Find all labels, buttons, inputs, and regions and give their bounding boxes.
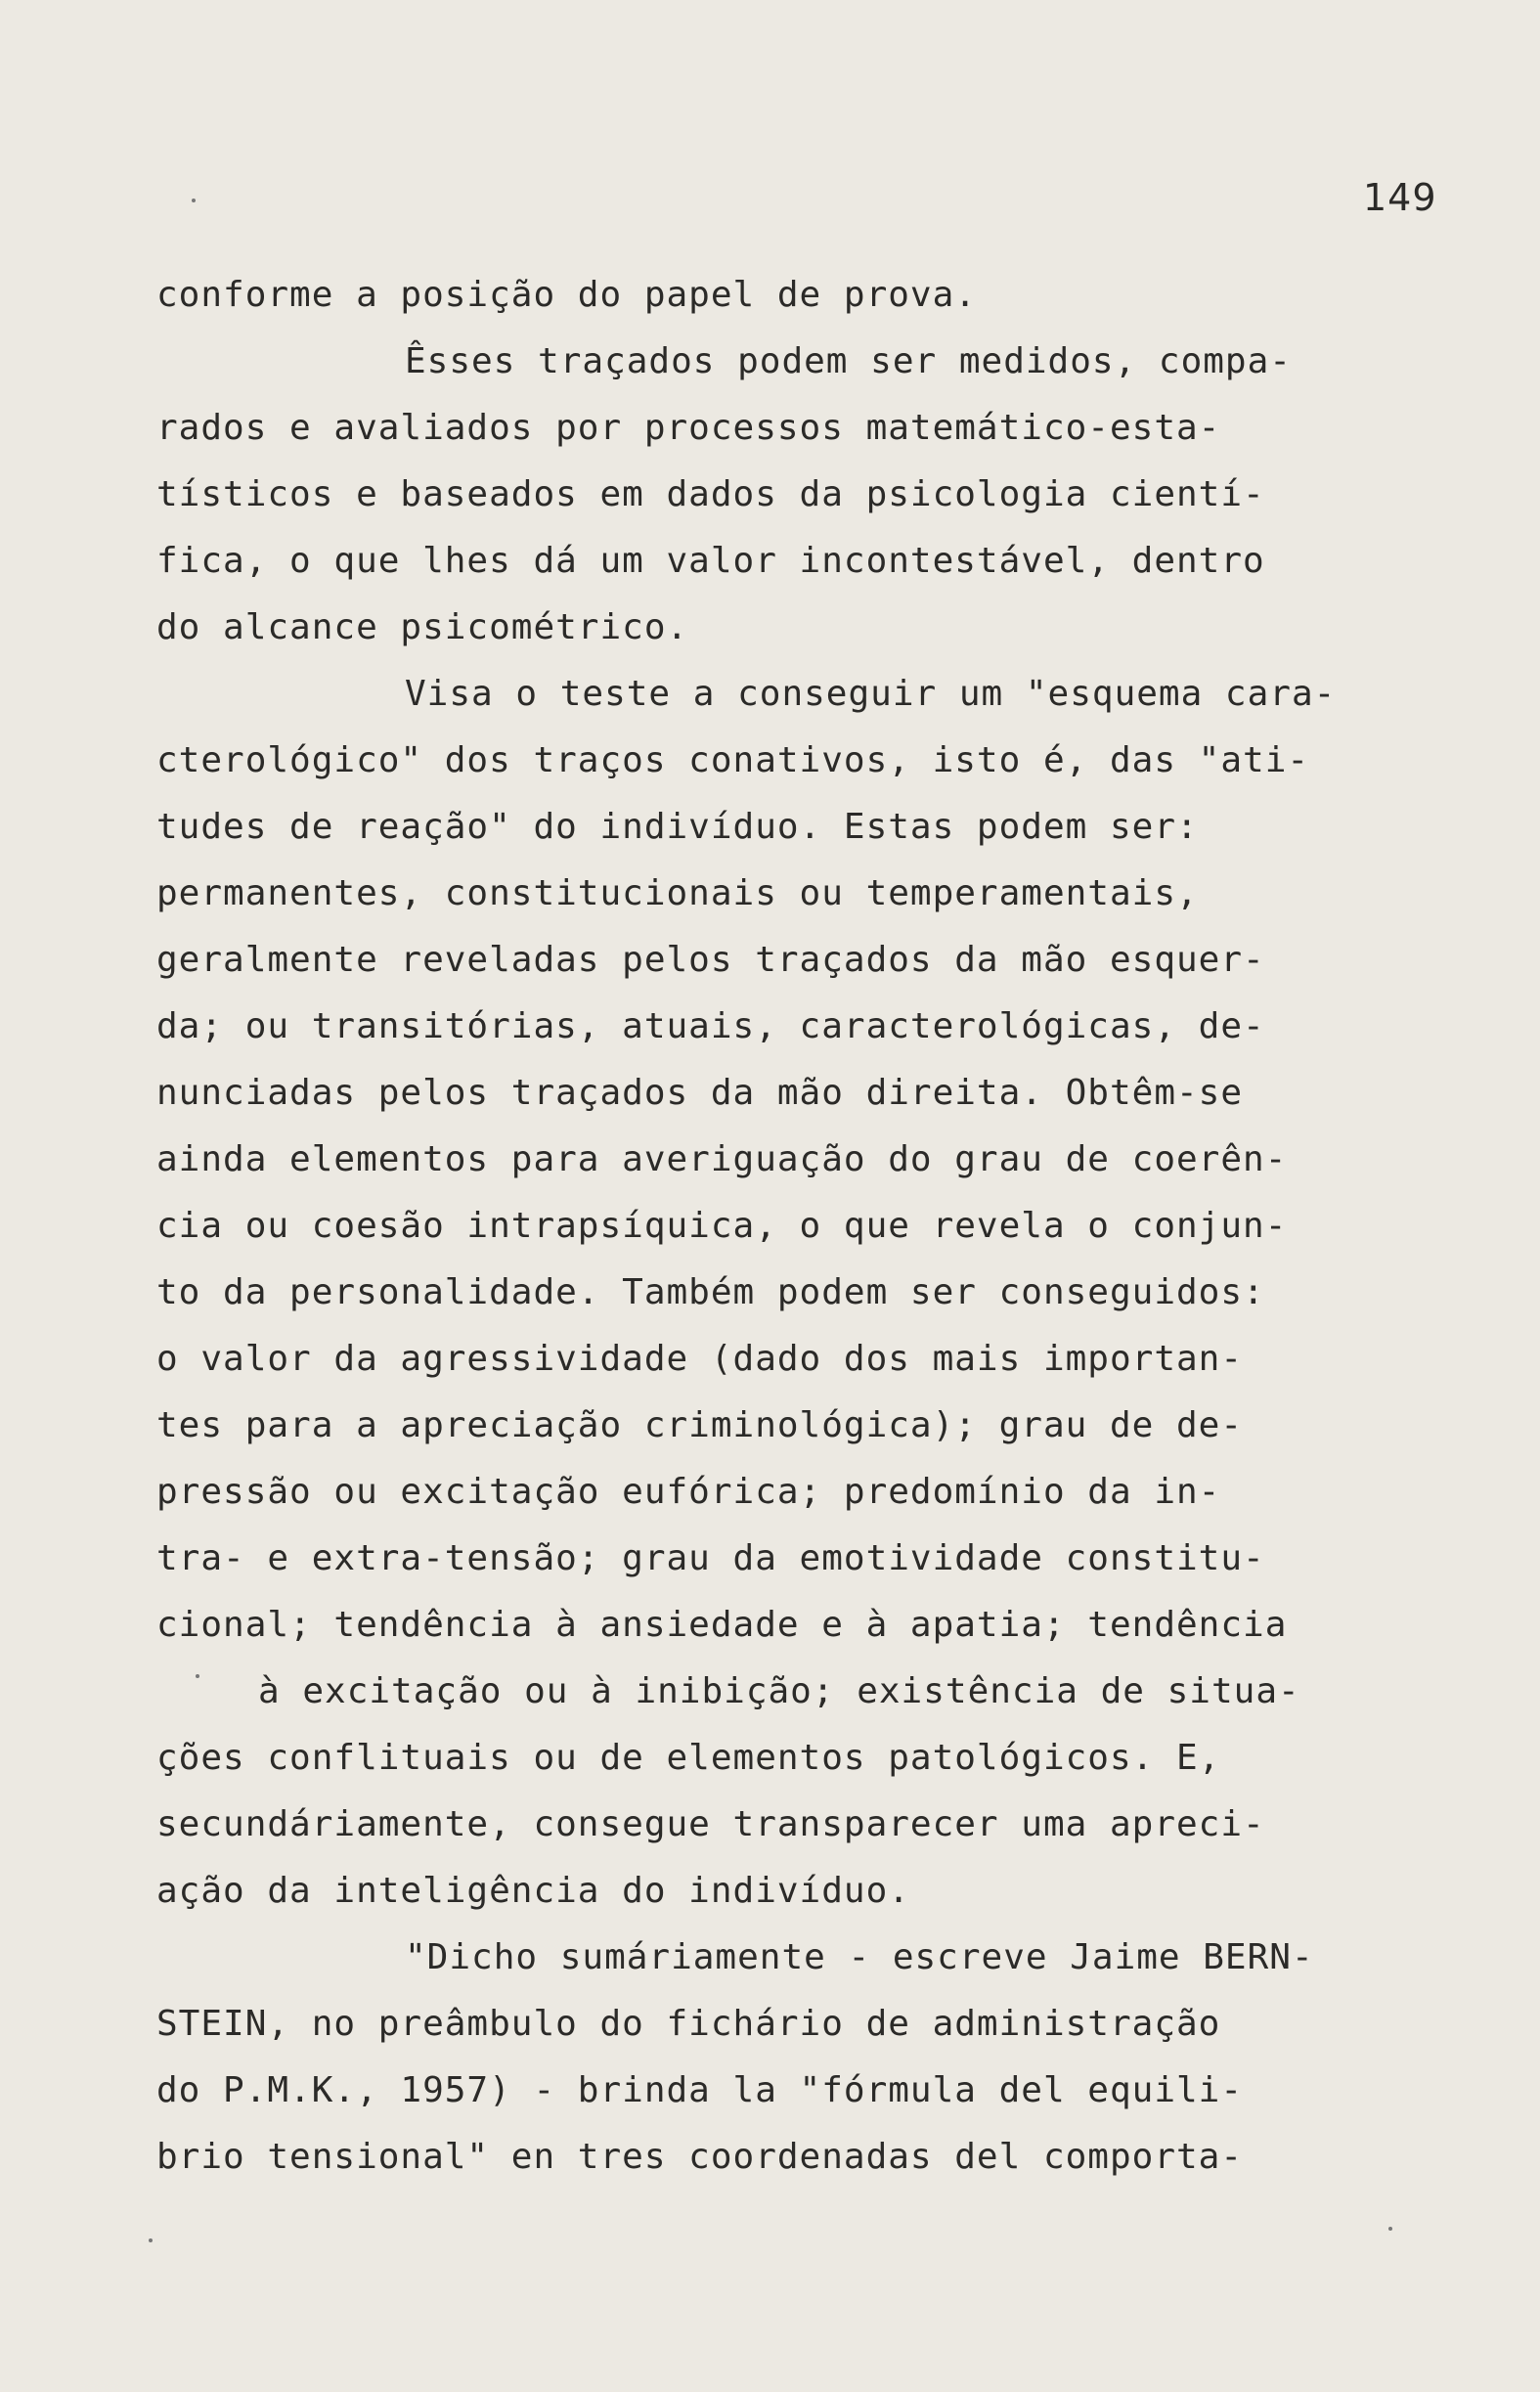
text-line: cional; tendência à ansiedade e à apatia; tendência: [156, 1605, 1288, 1645]
text-line: do alcance psicométrico.: [156, 607, 689, 647]
text-line: to da personalidade. Também podem ser conseguidos:: [156, 1272, 1265, 1312]
text-line: STEIN, no preâmbulo do fichário de administração: [156, 2004, 1221, 2044]
text-line: "Dicho sumáriamente - escreve Jaime BERN-: [405, 1937, 1314, 1977]
text-line: à excitação ou à inibição; existência de situa-: [258, 1671, 1300, 1711]
text-line: tra- e extra-tensão; grau da emotividade constitu-: [156, 1538, 1265, 1578]
text-line: fica, o que lhes dá um valor incontestável, dentro: [156, 541, 1265, 581]
text-line: secundáriamente, consegue transparecer uma apreci-: [156, 1804, 1265, 1844]
text-line: ação da inteligência do indivíduo.: [156, 1871, 910, 1911]
paper-speck: [196, 1674, 199, 1678]
paper-speck: [149, 2238, 153, 2242]
page-number: 149: [1363, 176, 1437, 219]
text-line: Êsses traçados podem ser medidos, compa-: [405, 341, 1292, 381]
text-line: brio tensional" en tres coordenadas del comporta-: [156, 2137, 1244, 2177]
text-line: tudes de reação" do indivíduo. Estas podem ser:: [156, 807, 1199, 847]
text-line: rados e avaliados por processos matemático-esta-: [156, 408, 1221, 448]
paper-speck: [192, 199, 196, 202]
text-line: geralmente reveladas pelos traçados da mão esquer-: [156, 940, 1265, 980]
text-line: Visa o teste a conseguir um "esquema cara-: [405, 674, 1337, 714]
text-line: ções conflituais ou de elementos patológicos. E,: [156, 1738, 1221, 1778]
text-line: o valor da agressividade (dado dos mais importan-: [156, 1339, 1244, 1379]
text-line: nunciadas pelos traçados da mão direita. Obtêm-se: [156, 1073, 1244, 1113]
paper-speck: [1388, 2227, 1392, 2231]
text-line: tísticos e baseados em dados da psicologia cientí-: [156, 474, 1265, 514]
text-line: do P.M.K., 1957) - brinda la "fórmula del equili-: [156, 2070, 1244, 2110]
body-text: [156, 262, 1428, 2191]
text-line: cterológico" dos traços conativos, isto é, das "ati-: [156, 740, 1310, 780]
text-line: da; ou transitórias, atuais, caracterológicas, de-: [156, 1006, 1265, 1046]
text-line: ainda elementos para averiguação do grau de coerên-: [156, 1139, 1288, 1179]
text-line: permanentes, constitucionais ou temperamentais,: [156, 873, 1199, 913]
text-line: conforme a posição do papel de prova.: [156, 275, 977, 315]
text-line: tes para a apreciação criminológica); grau de de-: [156, 1405, 1244, 1445]
text-line: pressão ou excitação eufórica; predomínio da in-: [156, 1472, 1221, 1512]
text-line: cia ou coesão intrapsíquica, o que revela o conjun-: [156, 1206, 1288, 1246]
